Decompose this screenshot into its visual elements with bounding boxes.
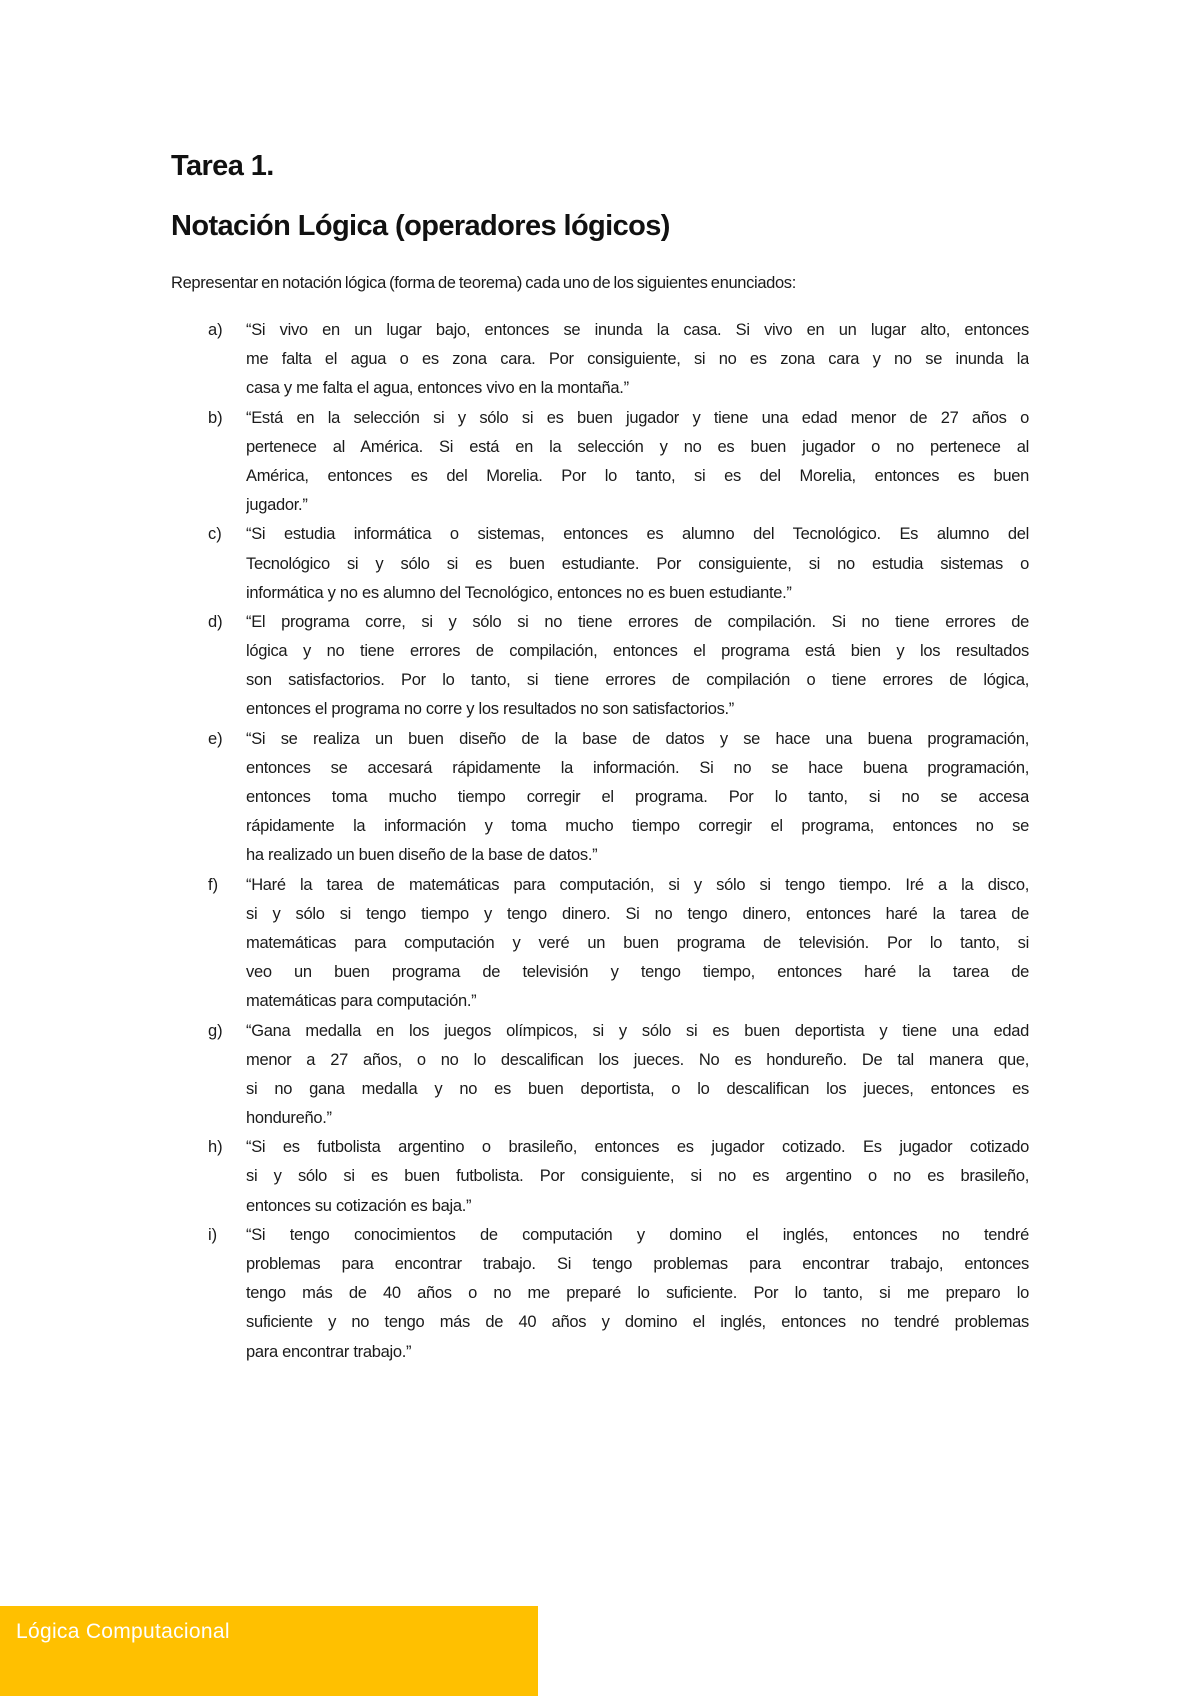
text-line: matemáticas para computación.” — [246, 992, 477, 1011]
text-line: “Gana medalla en los juegos olímpicos, si y sólo si es buen deportista y tiene una edad — [246, 1021, 1029, 1040]
text-line: lógica y no tiene errores de compilación, entonces el programa está bien y los resultados — [246, 642, 1029, 661]
text-line: veo un buen programa de televisión y tengo tiempo, entonces haré la tarea de — [246, 963, 1029, 982]
exercise-item-g — [0, 1017, 1200, 1134]
exercise-item-d — [0, 608, 1200, 725]
text-line: para encontrar trabajo.” — [246, 1342, 412, 1361]
item-label: h) — [208, 1138, 223, 1157]
exercise-item-h — [0, 1133, 1200, 1221]
text-line: “Si estudia informática o sistemas, entonces es alumno del Tecnológico. Es alumno del — [246, 525, 1029, 544]
item-text — [246, 871, 1029, 1017]
text-line: “Si es futbolista argentino o brasileño, entonces es jugador cotizado. Es jugador cotizado — [246, 1138, 1029, 1157]
text-line: entonces su cotización es baja.” — [246, 1196, 472, 1215]
text-line: entonces el programa no corre y los resultados no son satisfactorios.” — [246, 700, 735, 719]
exercise-item-e — [0, 725, 1200, 871]
item-label: b) — [208, 408, 223, 427]
text-line: si y sólo si tengo tiempo y tengo dinero. Si no tengo dinero, entonces haré la tarea de — [246, 904, 1029, 923]
text-line: “El programa corre, si y sólo si no tiene errores de compilación. Si no tiene errores de — [246, 612, 1029, 631]
exercise-item-c — [0, 520, 1200, 608]
exercise-item-a — [0, 316, 1200, 404]
item-label: a) — [208, 321, 223, 339]
item-label: i) — [208, 1225, 218, 1244]
item-label: d) — [208, 612, 223, 631]
text-line: me falta el agua o es zona cara. Por consiguiente, si no es zona cara y no se inunda la — [246, 350, 1029, 369]
text-line: tengo más de 40 años o no me preparé lo suficiente. Por lo tanto, si me preparo lo — [246, 1284, 1029, 1303]
item-text — [246, 608, 1029, 725]
item-text — [246, 1133, 1029, 1221]
item-text — [246, 404, 1029, 521]
text-line: son satisfactorios. Por lo tanto, si tiene errores de compilación o tiene errores de lógica, — [246, 671, 1029, 690]
text-line: “Si vivo en un lugar bajo, entonces se inunda la casa. Si vivo en un lugar alto, entonces — [246, 321, 1029, 339]
instructions-text: Representar en notación lógica (forma de teorema) cada uno de los siguientes enunciados: — [171, 274, 796, 292]
text-line: “Si se realiza un buen diseño de la base de datos y se hace una buena programación, — [246, 729, 1029, 748]
text-line: “Está en la selección si y sólo si es buen jugador y tiene una edad menor de 27 años o — [246, 408, 1029, 427]
item-text — [246, 725, 1029, 871]
text-line: “Haré la tarea de matemáticas para computación, si y sólo si tengo tiempo. Iré a la disco, — [246, 875, 1029, 894]
item-text — [246, 520, 1029, 608]
page-title: Tarea 1. — [171, 150, 274, 182]
item-text — [246, 1221, 1029, 1367]
text-line: rápidamente la información y toma mucho tiempo corregir el programa, entonces no se — [246, 817, 1029, 836]
text-line: suficiente y no tengo más de 40 años y domino el inglés, entonces no tendré problemas — [246, 1313, 1029, 1332]
text-line: entonces se accesará rápidamente la información. Si no se hace buena programación, — [246, 758, 1029, 777]
text-line: casa y me falta el agua, entonces vivo en la montaña.” — [246, 379, 629, 398]
footer-bar — [0, 1606, 538, 1696]
exercise-list — [0, 316, 1200, 1367]
item-label: c) — [208, 525, 222, 544]
text-line: América, entonces es del Morelia. Por lo tanto, si es del Morelia, entonces es buen — [246, 466, 1029, 485]
exercise-item-b — [0, 404, 1200, 521]
text-line: matemáticas para computación y veré un buen programa de televisión. Por lo tanto, si — [246, 933, 1029, 952]
text-line: ha realizado un buen diseño de la base de datos.” — [246, 846, 598, 865]
section-title: Notación Lógica (operadores lógicos) — [171, 210, 670, 242]
text-line: entonces toma mucho tiempo corregir el programa. Por lo tanto, si no se accesa — [246, 788, 1029, 806]
text-line: si no gana medalla y no es buen deportista, o lo descalifican los jueces, entonces es — [246, 1079, 1029, 1098]
item-text — [246, 1017, 1029, 1134]
text-line: menor a 27 años, o no lo descalifican los jueces. No es hondureño. De tal manera que, — [246, 1050, 1029, 1069]
item-text — [246, 316, 1029, 404]
item-label: f) — [208, 875, 219, 894]
item-label: e) — [208, 729, 223, 748]
text-line: problemas para encontrar trabajo. Si tengo problemas para encontrar trabajo, entonces — [246, 1255, 1029, 1273]
item-label: g) — [208, 1021, 223, 1040]
exercise-item-f — [0, 871, 1200, 1017]
text-line: hondureño.” — [246, 1109, 332, 1128]
text-line: si y sólo si es buen futbolista. Por consiguiente, si no es argentino o no es brasileño, — [246, 1167, 1029, 1186]
text-line: pertenece al América. Si está en la selección y no es buen jugador o no pertenece al — [246, 437, 1029, 456]
text-line: “Si tengo conocimientos de computación y domino el inglés, entonces no tendré — [246, 1225, 1029, 1244]
footer-course-label: Lógica Computacional — [16, 1620, 230, 1643]
text-line: Tecnológico si y sólo si es buen estudiante. Por consiguiente, si no estudia sistemas o — [246, 554, 1029, 573]
text-line: informática y no es alumno del Tecnológico, entonces no es buen estudiante.” — [246, 583, 792, 602]
text-line: jugador.” — [246, 496, 308, 515]
exercise-item-i — [0, 1221, 1200, 1367]
